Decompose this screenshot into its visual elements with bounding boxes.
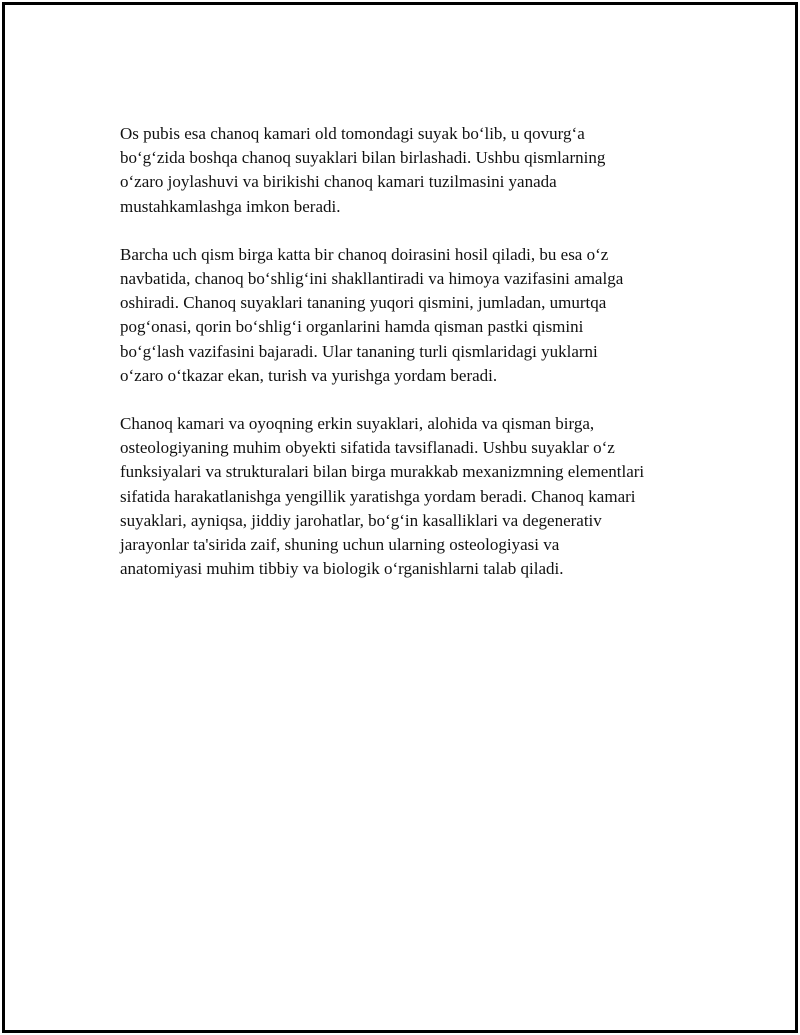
text-line: funksiyalari va strukturalari bilan birga murakkab mexanizmning elementlari (120, 462, 645, 482)
text-line: mustahkamlashga imkon beradi. (120, 196, 341, 216)
text-line: oshiradi. Chanoq suyaklari tananing yuqori qismini, jumladan, umurtqa (120, 293, 607, 313)
text-line: navbatida, chanoq bo‘shlig‘ini shakllantiradi va himoya vazifasini amalga (120, 269, 624, 289)
paragraph-3 (120, 412, 710, 581)
text-line: Barcha uch qism birga katta bir chanoq doirasini hosil qiladi, bu esa o‘z (120, 244, 609, 264)
document-body (120, 122, 710, 605)
text-line: Os pubis esa chanoq kamari old tomondagi suyak bo‘lib, u qovurg‘a (120, 124, 585, 143)
paragraph-1 (120, 122, 710, 219)
text-line: osteologiyaning muhim obyekti sifatida tavsiflanadi. Ushbu suyaklar o‘z (120, 438, 615, 458)
page-frame (2, 2, 798, 1033)
text-line: bo‘g‘lash vazifasini bajaradi. Ular tananing turli qismlaridagi yuklarni (120, 341, 598, 361)
text-line: Chanoq kamari va oyoqning erkin suyaklari, alohida va qisman birga, (120, 414, 595, 434)
text-line: pog‘onasi, qorin bo‘shlig‘i organlarini hamda qisman pastki qismini (120, 317, 584, 337)
text-line: suyaklari, ayniqsa, jiddiy jarohatlar, bo‘g‘in kasalliklari va degenerativ (120, 510, 602, 530)
text-line: sifatida harakatlanishga yengillik yaratishga yordam beradi. Chanoq kamari (120, 486, 636, 506)
text-line: bo‘g‘zida boshqa chanoq suyaklari bilan birlashadi. Ushbu qismlarning (120, 148, 606, 168)
text-line: jarayonlar ta'sirida zaif, shuning uchun ularning osteologiyasi va (120, 535, 560, 555)
text-line: o‘zaro joylashuvi va birikishi chanoq kamari tuzilmasini yanada (120, 172, 557, 192)
text-line: anatomiyasi muhim tibbiy va biologik o‘rganishlarni talab qiladi. (120, 559, 564, 579)
paragraph-2 (120, 243, 710, 388)
text-line: o‘zaro o‘tkazar ekan, turish va yurishga yordam beradi. (120, 365, 498, 385)
